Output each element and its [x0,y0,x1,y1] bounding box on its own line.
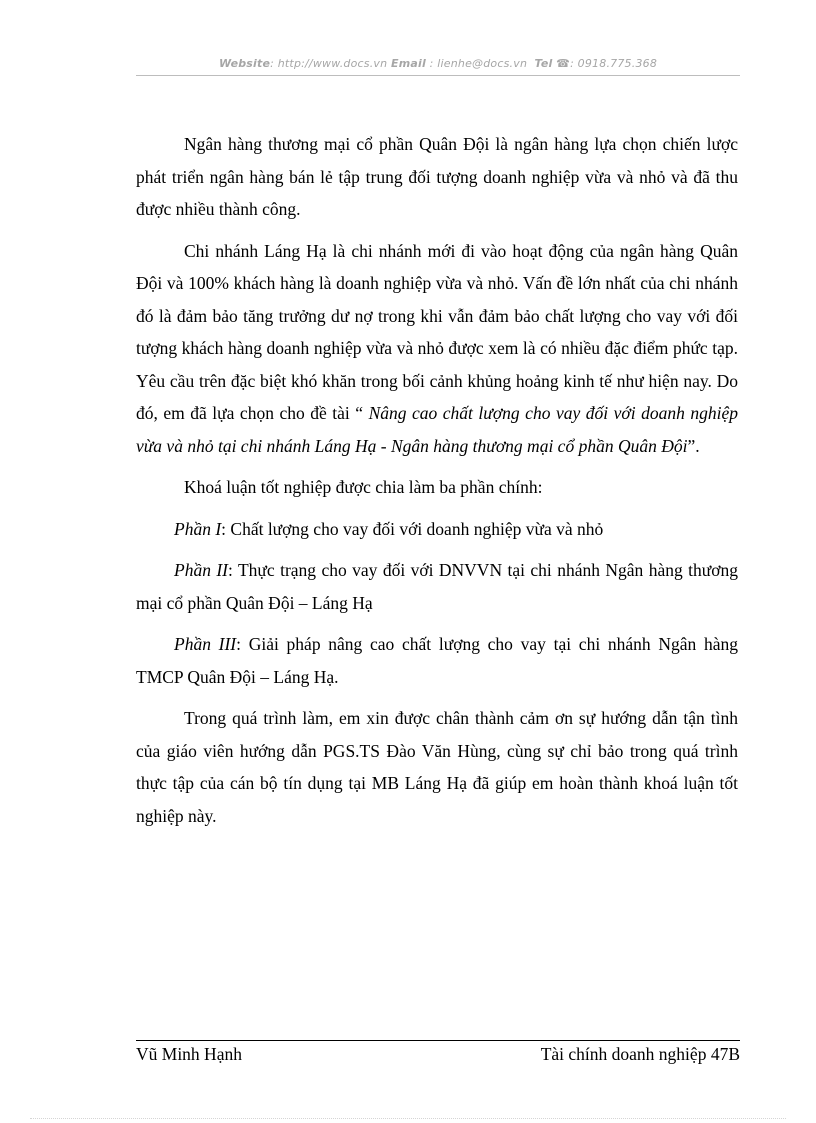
paragraph-branch [136,235,738,463]
website-value[interactable]: : http://www.docs.vn [270,57,388,70]
thesis-topic: Nâng cao chất lượng cho vay đối với doanh nghiệp vừa và nhỏ tại chi nhánh Láng Hạ - Ngân hàng thương mại cổ phần Quân Đội [136,403,738,456]
email-value[interactable]: : lienhe@docs.vn [425,57,528,70]
page-bottom-border [30,1118,786,1119]
paragraph-acknowledgement: Trong quá trình làm, em xin được chân thành cảm ơn sự hướng dẫn tận tình của giáo viên hướng dẫn PGS.TS Đào Văn Hùng, cùng sự chỉ bảo trong quá trình thực tập của cán bộ tín dụng tại MB Láng Hạ đã giúp em hoàn thành khoá luận tốt nghiệp này. [136,708,738,826]
email-label: Email [391,57,426,70]
part-two [136,554,738,619]
part-one-text: : Chất lượng cho vay đối với doanh nghiệp vừa và nhỏ [221,518,604,539]
tel-label: Tel [534,57,553,70]
document-body [136,128,738,841]
footer-author: Vũ Minh Hạnh [136,1044,242,1064]
paragraph-branch-text: Chi nhánh Láng Hạ là chi nhánh mới đi vào hoạt động của ngân hàng Quân Đội và 100% khách hàng là doanh nghiệp vừa và nhỏ. Vấn đề lớn nhất của chi nhánh đó là đảm bảo tăng trưởng dư nợ trong khi vẫn đảm bảo chất lượng cho vay với đối tượng khách hàng doanh nghiệp vừa và nhỏ được xem là có nhiều đặc điểm phức tạp. Yêu cầu trên đặc biệt khó khăn trong bối cảnh khủng hoảng kinh tế như hiện nay. Do đó, em đã lựa chọn cho đề tài “ [136,240,738,423]
part-one [136,513,738,546]
footer-class: Tài chính doanh nghiệp 47B [540,1044,740,1064]
tel-value: : 0918.775.368 [570,57,658,70]
part-three-label: Phần III [174,634,237,654]
footer-divider [136,1040,740,1041]
paragraph-intro: Ngân hàng thương mại cổ phần Quân Đội là ngân hàng lựa chọn chiến lược phát triển ngân hàng bán lẻ tập trung đối tượng doanh nghiệp vừa và nhỏ và đã thu được nhiều thành công. [136,134,738,219]
part-two-text: : Thực trạng cho vay đối với DNVVN tại chi nhánh Ngân hàng thương mại cổ phần Quân Đội – Láng Hạ [136,560,738,613]
paragraph-branch-end: ”. [687,435,700,456]
part-three [136,628,738,693]
part-three-text: : Giải pháp nâng cao chất lượng cho vay tại chi nhánh Ngân hàng TMCP Quân Đội – Láng Hạ. [136,634,738,687]
paragraph-structure: Khoá luận tốt nghiệp được chia làm ba phần chính: [184,477,543,497]
website-label: Website [218,57,271,70]
part-two-label: Phần II [174,560,229,580]
phone-icon: ☎ [556,57,571,70]
header-divider [136,75,740,76]
part-one-label: Phần I [174,518,222,539]
page-header [136,57,740,70]
